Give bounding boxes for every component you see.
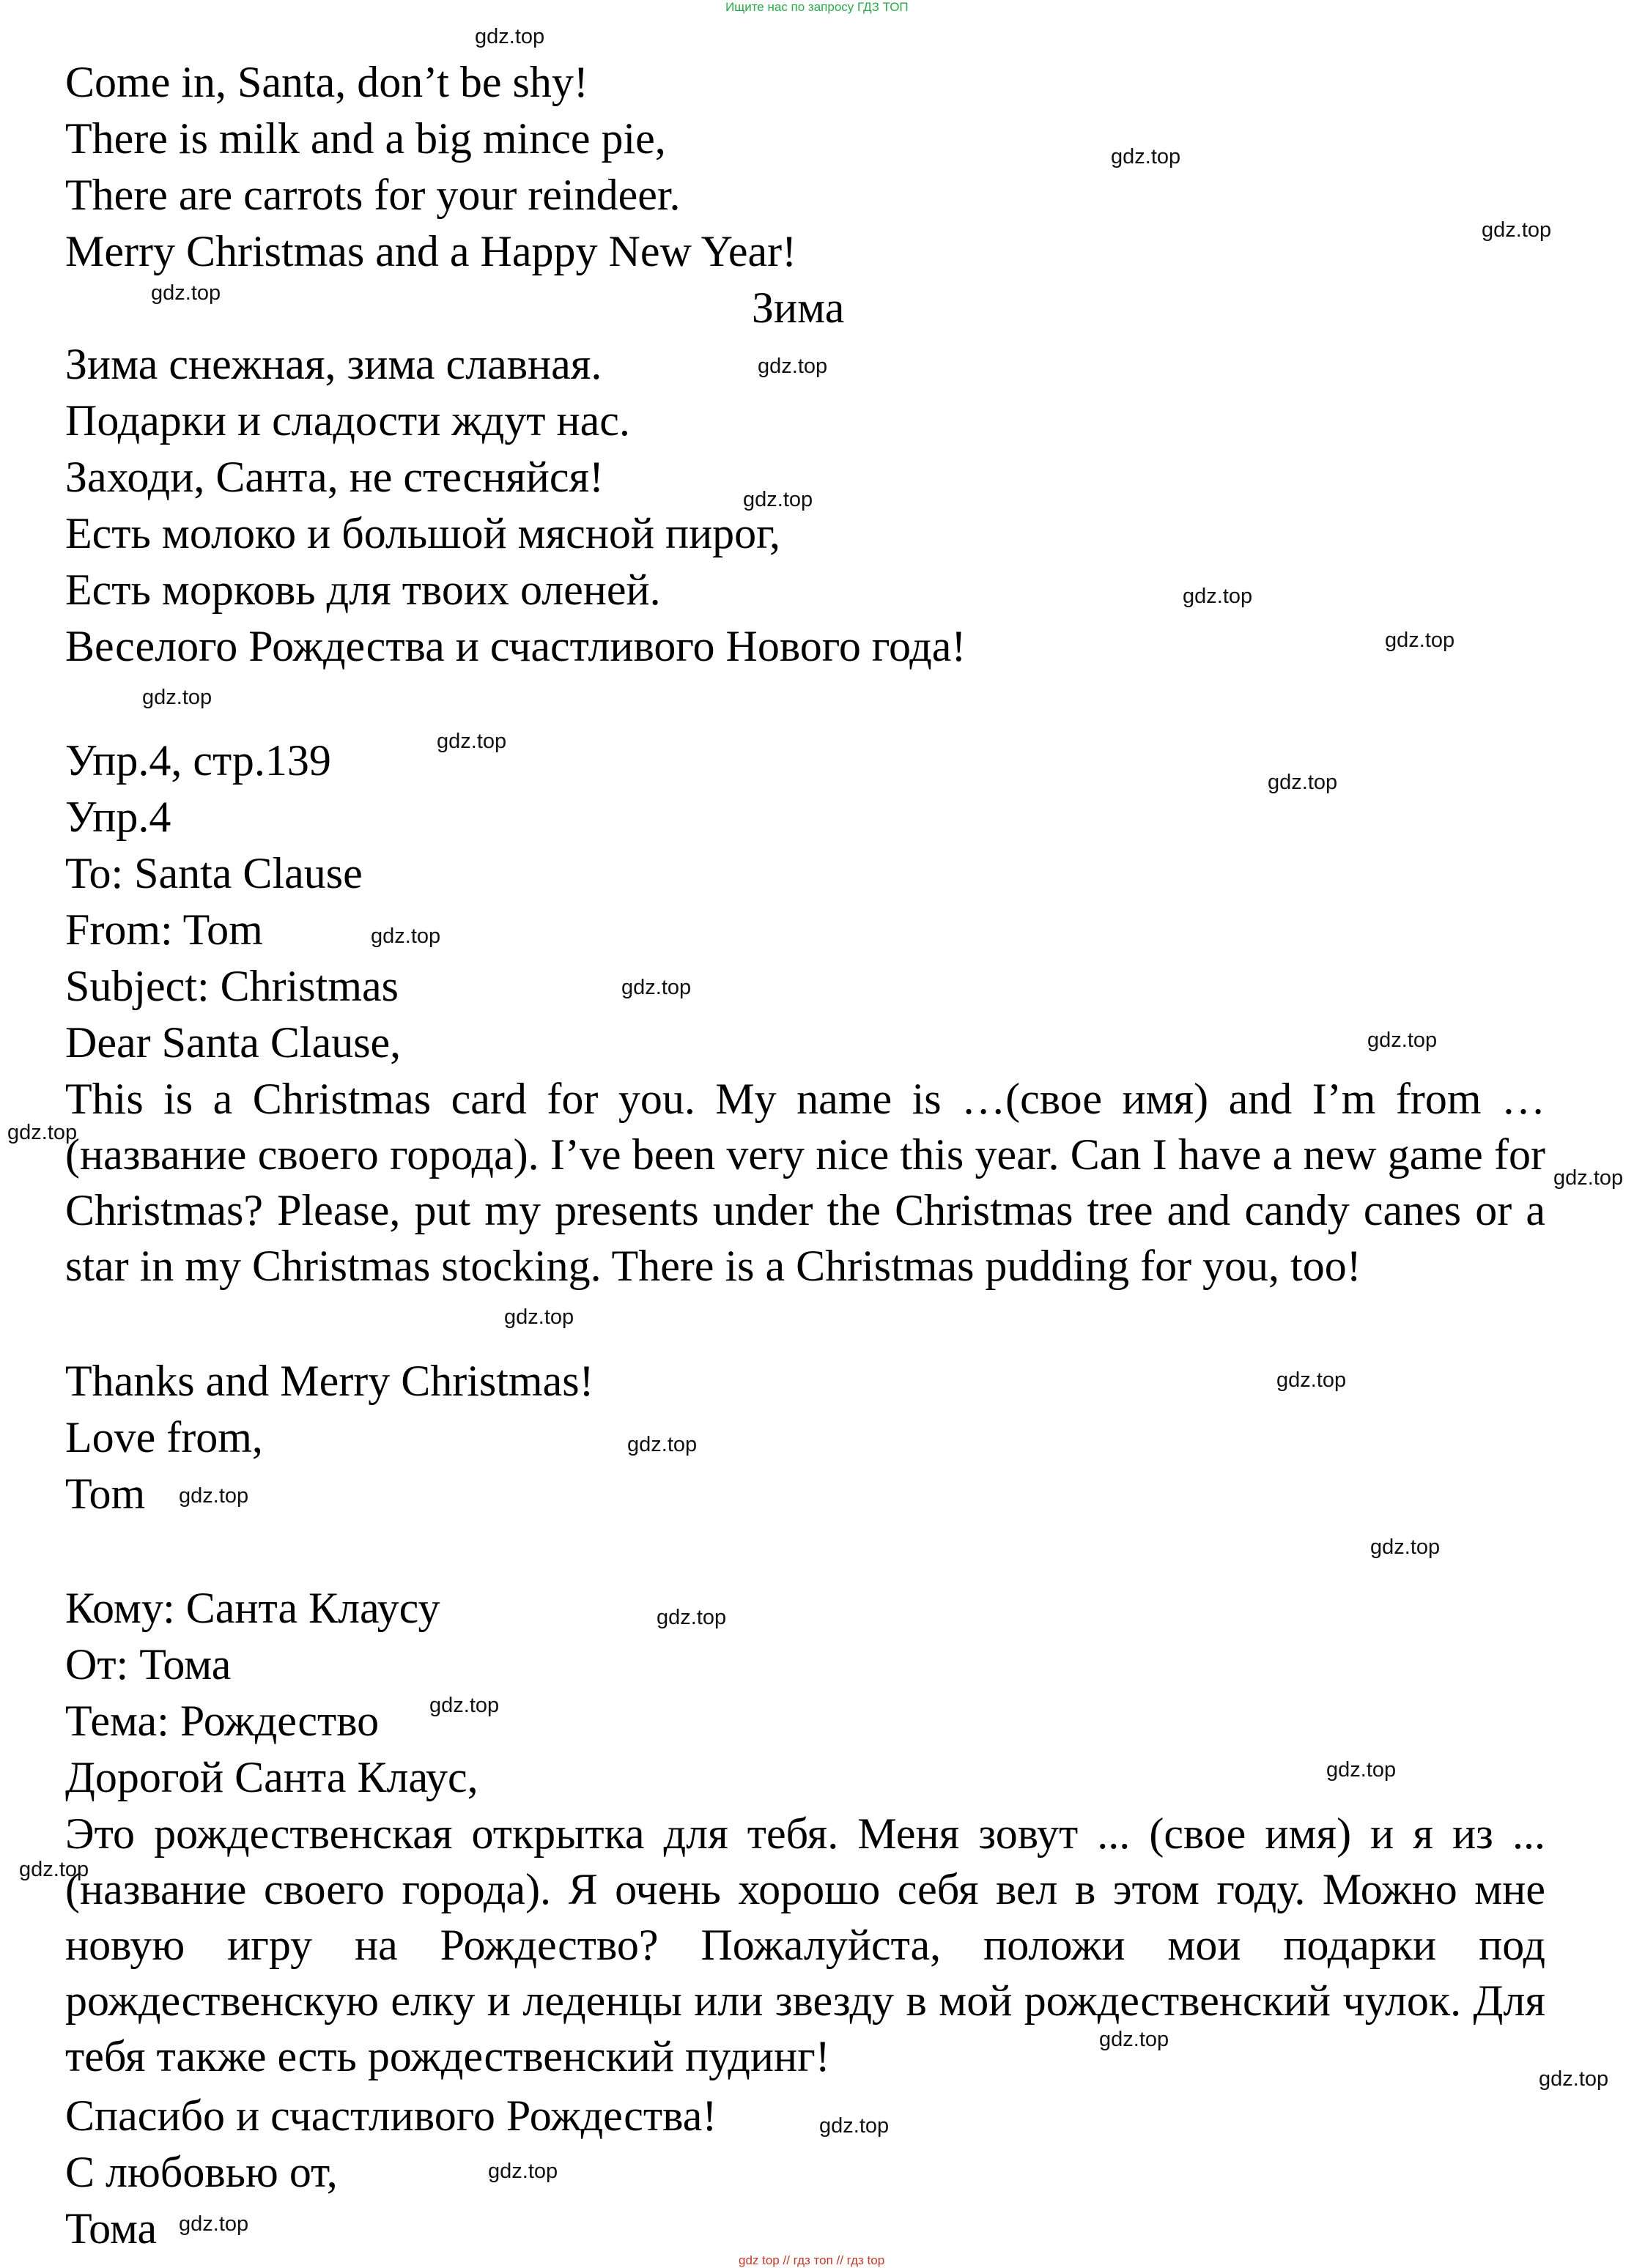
letter-en-thanks: Thanks and Merry Christmas! [65, 1357, 594, 1405]
watermark: gdz.top [1326, 1758, 1397, 1782]
poem-ru-line: Заходи, Санта, не стесняйся! [65, 453, 605, 501]
exercise-label: Упр.4 [65, 793, 171, 841]
poem-en-line: Come in, Santa, don’t be shy! [65, 58, 588, 106]
watermark: gdz.top [7, 1121, 78, 1144]
letter-en-greeting: Dear Santa Clause, [65, 1018, 402, 1067]
poem-en-line: There are carrots for your reindeer. [65, 171, 681, 219]
header-ad[interactable]: Ищите нас по запросу ГДЗ ТОП [725, 0, 909, 14]
letter-en-to: To: Santa Clause [65, 849, 363, 897]
letter-en-closing: Love from, [65, 1413, 263, 1461]
letter-ru-thanks: Спасибо и счастливого Рождества! [65, 2091, 717, 2140]
poem-ru-line: Есть морковь для твоих оленей. [65, 566, 661, 614]
watermark: gdz.top [621, 976, 692, 999]
letter-ru-to: Кому: Санта Клаусу [65, 1584, 440, 1632]
watermark: gdz.top [1099, 2028, 1169, 2051]
poem-ru-line: Есть молоко и большой мясной пирог, [65, 509, 781, 557]
watermark: gdz.top [657, 1606, 727, 1629]
watermark: gdz.top [429, 1694, 500, 1717]
watermark: gdz.top [1367, 1029, 1438, 1052]
watermark: gdz.top [1276, 1368, 1347, 1392]
poem-ru-title: Зима [752, 284, 845, 332]
watermark: gdz.top [142, 686, 212, 709]
letter-en-subject: Subject: Christmas [65, 962, 399, 1010]
poem-ru-line: Зима снежная, зима славная. [65, 340, 602, 388]
watermark: gdz.top [179, 1484, 249, 1508]
poem-en-line: There is milk and a big mince pie, [65, 114, 666, 163]
letter-ru-closing: С любовью от, [65, 2148, 338, 2196]
watermark: gdz.top [475, 25, 545, 48]
letter-ru-body: Это рождественская открытка для тебя. Меня зовут ... (свое имя) и я из ... (название своего города). Я очень хорошо себя вел в этом году. Можно мне новую игру на Рождество? Пожалуйста, положи мои подарки под рождественскую елку и леденцы или звезду в мой рождественский чулок. Для тебя также есть рождественский пудинг! [65, 1809, 1545, 2080]
watermark: gdz.top [1385, 629, 1455, 652]
letter-en-from: From: Tom [65, 905, 263, 954]
letter-en-body: This is a Christmas card for you. My name is …(свое имя) and I’m from … (название своего города). I’ve been very nice this year. Can I have a new game for Christmas? Please, put my presents under the Christmas tree and candy canes or a star in my Christmas stocking. There is a Christmas pudding for you, too! [65, 1075, 1545, 1290]
watermark: gdz.top [1482, 218, 1552, 242]
footer-link[interactable]: gdz top // гдз топ // гдз top [739, 2253, 885, 2267]
poem-en-line: Merry Christmas and a Happy New Year! [65, 227, 797, 275]
letter-en-signature: Tom [65, 1470, 146, 1518]
watermark: gdz.top [819, 2114, 890, 2138]
watermark: gdz.top [758, 355, 828, 378]
watermark: gdz.top [1370, 1535, 1441, 1559]
watermark: gdz.top [1183, 585, 1253, 608]
watermark: gdz.top [627, 1433, 698, 1456]
letter-ru-from: От: Тома [65, 1640, 232, 1689]
letter-ru-subject: Тема: Рождество [65, 1697, 380, 1745]
poem-ru-line: Веселого Рождества и счастливого Нового года! [65, 622, 966, 670]
watermark: gdz.top [488, 2160, 558, 2183]
watermark: gdz.top [437, 730, 507, 753]
watermark: gdz.top [151, 281, 221, 305]
watermark: gdz.top [1268, 771, 1338, 794]
watermark: gdz.top [371, 924, 441, 948]
watermark: gdz.top [504, 1305, 574, 1329]
watermark: gdz.top [19, 1858, 89, 1881]
watermark: gdz.top [1539, 2067, 1609, 2091]
exercise-heading: Упр.4, стр.139 [65, 736, 331, 785]
letter-ru-signature: Тома [65, 2204, 158, 2253]
poem-ru-line: Подарки и сладости ждут нас. [65, 396, 630, 445]
letter-ru-greeting: Дорогой Санта Клаус, [65, 1753, 478, 1801]
watermark: gdz.top [1553, 1166, 1624, 1190]
watermark: gdz.top [1111, 145, 1181, 168]
watermark: gdz.top [179, 2212, 249, 2236]
watermark: gdz.top [743, 488, 813, 511]
